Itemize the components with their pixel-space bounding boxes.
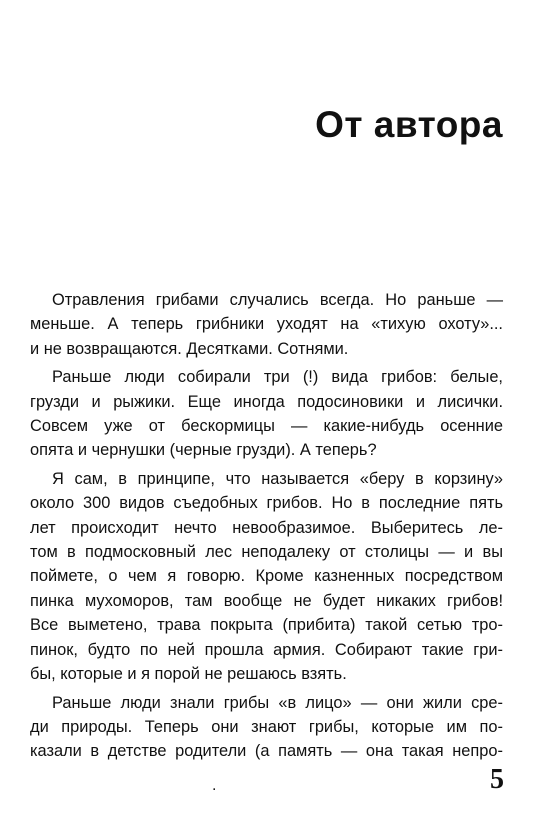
body-text <box>30 288 503 768</box>
text-line: Раньше люди собирали три (!) вида грибов: белые, <box>52 368 503 387</box>
paragraph-3 <box>30 467 503 687</box>
text-line: Совсем уже от бескормицы — какие-нибудь осенние <box>30 417 503 436</box>
text-line: поймете, о чем я говорю. Кроме казненных посредством <box>30 567 503 586</box>
text-line: меньше. А теперь грибники уходят на «тихую охоту»... <box>30 315 503 334</box>
chapter-title: От автора <box>315 104 503 145</box>
paragraph-4 <box>30 691 503 764</box>
text-line: и не возвращаются. Десятками. Сотнями. <box>30 339 349 358</box>
text-line: Отравления грибами случались всегда. Но раньше — <box>52 291 503 309</box>
text-line: Раньше люди знали грибы «в лицо» — они жили сре- <box>52 693 503 712</box>
text-line: около 300 видов съедобных грибов. Но в последние пять <box>30 494 503 513</box>
text-line: Все выметено, трава покрыта (прибита) такой сетью тро- <box>30 616 503 635</box>
text-line: том в подмосковный лес неподалеку от столицы — и вы <box>30 543 503 562</box>
page-number: 5 <box>490 764 504 795</box>
paragraph-1 <box>30 288 503 361</box>
text-line: ди природы. Теперь они знают грибы, которые им по- <box>30 717 503 736</box>
text-line: грузди и рыжики. Еще иногда подосиновики и лисички. <box>30 392 503 411</box>
text-line: Я сам, в принципе, что называется «беру в корзину» <box>52 469 503 488</box>
text-line: опята и чернушки (черные грузди). А теперь? <box>30 441 377 460</box>
text-line: бы, которые и я порой не решаюсь взять. <box>30 665 347 684</box>
footer-dot: . <box>212 777 217 794</box>
paragraph-2 <box>30 365 503 463</box>
text-line: казали в детстве родители (а память — она такая непро- <box>30 742 503 761</box>
text-line: пинка мухоморов, там вообще не будет никаких грибов! <box>30 591 503 610</box>
text-line: лет происходит нечто невообразимое. Выберитесь ле- <box>30 518 503 537</box>
text-line: пинок, будто по ней прошла армия. Собирают такие гри- <box>30 640 503 659</box>
